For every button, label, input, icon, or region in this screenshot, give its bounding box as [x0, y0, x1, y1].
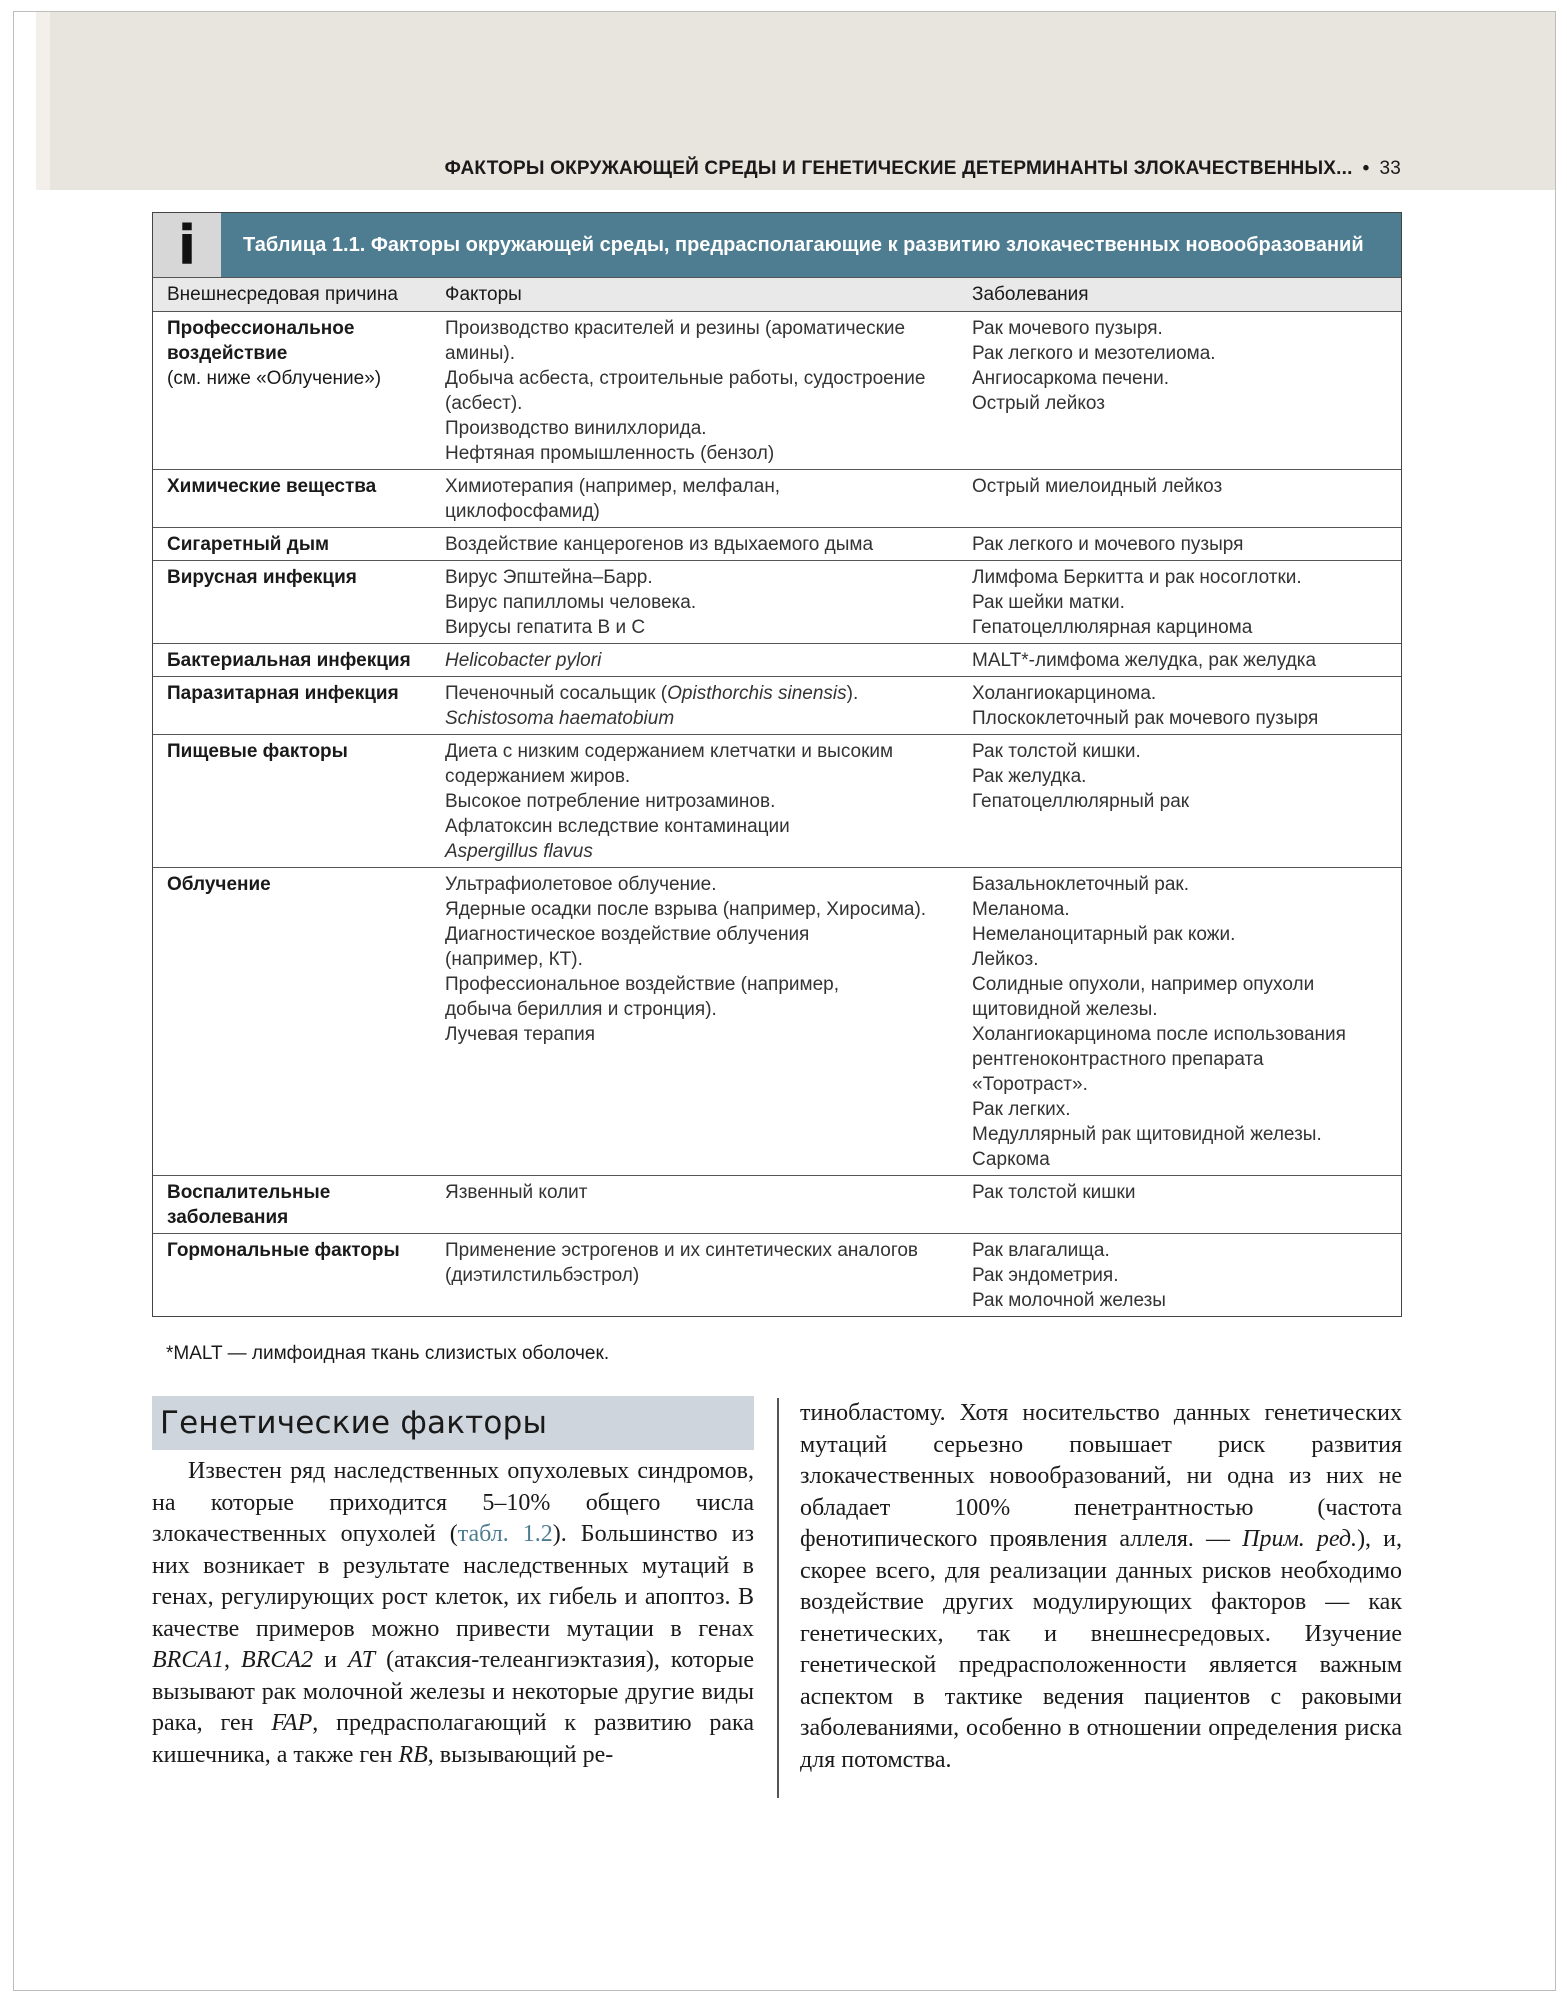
cause-cell: Паразитарная инфекция — [153, 677, 431, 735]
cause-note: (см. ниже «Облучение») — [167, 368, 382, 389]
section-heading: Генетические факторы — [152, 1396, 754, 1450]
table-footnote: *MALT — лимфоидная ткань слизистых оболочек. — [166, 1343, 610, 1364]
diseases-cell: Базальноклеточный рак. Меланома. Немеланоцитарный рак кожи. Лейкоз. Солидные опухоли, например опухоли щитовидной железы. Холангиокарцинома после использования рентгеноконтрастного препарата «Торотраст». Рак легких. Медуллярный рак щитовидной железы. Саркома — [958, 868, 1401, 1176]
factors-table — [153, 277, 1401, 1316]
diseases-cell: Холангиокарцинома. Плоскоклеточный рак мочевого пузыря — [958, 677, 1401, 735]
diseases-cell: Рак влагалища. Рак эндометрия. Рак молочной железы — [958, 1234, 1401, 1317]
factors-cell: Применение эстрогенов и их синтетических аналогов (диэтилстильбэстрол) — [431, 1234, 958, 1317]
diseases-cell: MALT*-лимфома желудка, рак желудка — [958, 644, 1401, 677]
running-head-title: ФАКТОРЫ ОКРУЖАЮЩЕЙ СРЕДЫ И ГЕНЕТИЧЕСКИЕ ДЕТЕРМИНАНТЫ ЗЛОКАЧЕСТВЕННЫХ... — [444, 158, 1353, 179]
factors-cell: Воздействие канцерогенов из вдыхаемого дыма — [431, 528, 958, 561]
running-head-separator: • — [1362, 158, 1370, 179]
factors-cell: Химиотерапия (например, мелфалан, циклофосфамид) — [431, 470, 958, 528]
factors-cell: Язвенный колит — [431, 1176, 958, 1234]
column-divider — [777, 1398, 779, 1798]
table-row — [153, 735, 1401, 868]
cause-cell: Сигаретный дым — [153, 528, 431, 561]
table-row — [153, 1234, 1401, 1317]
factors-cell: Helicobacter pylori — [431, 644, 958, 677]
editor-note: Прим. ред. — [1242, 1526, 1358, 1552]
header-diseases: Заболевания — [958, 278, 1401, 312]
cause-cell: Химические вещества — [153, 470, 431, 528]
gene-name: AT — [347, 1647, 376, 1673]
gene-name: BRCA1 — [152, 1647, 224, 1673]
right-column — [800, 1398, 1402, 1776]
table-caption: Таблица 1.1. Факторы окружающей среды, предрасполагающие к развитию злокачественных новообразований — [243, 233, 1364, 256]
cause-cell: Воспалительные заболевания — [153, 1176, 431, 1234]
cause-cell: Вирусная инфекция — [153, 561, 431, 644]
gene-name: RB — [398, 1741, 428, 1768]
table-row — [153, 868, 1401, 1176]
cause-cell: Облучение — [153, 868, 431, 1176]
diseases-cell: Острый миелоидный лейкоз — [958, 470, 1401, 528]
body-paragraph-right: тинобластому. Хотя носительство данных генетических мутаций серьезно повышает риск развития злокачественных новообразований, ни одна из них не обладает 100% пенетрантностью (частота фенотипического проявления аллеля. — Прим. ред.), и, скорее всего, для реализации данных рисков необходимо воздействие других модулирующих факторов — как генетических, так и внешнесредовых. Изучение генетической предрасположенности является важным аспектом в тактике ведения пациентов с раковыми заболеваниями, особенно в отношении определения риска для потомства. — [800, 1400, 1402, 1773]
diseases-cell: Рак мочевого пузыря. Рак легкого и мезотелиома. Ангиосаркома печени. Острый лейкоз — [972, 318, 1216, 414]
factors-cell: Ультрафиолетовое облучение. Ядерные осадки после взрыва (например, Хиросима). Диагностическое воздействие облучения (например, КТ). Профессиональное воздействие (например, добыча бериллия и стронция). Лучевая терапия — [431, 868, 958, 1176]
left-column — [152, 1396, 754, 1771]
header-strip — [36, 12, 50, 190]
table-row — [153, 470, 1401, 528]
cause-cell: Бактериальная инфекция — [153, 644, 431, 677]
gene-name: BRCA2 — [241, 1647, 314, 1673]
table-row — [153, 677, 1401, 735]
diseases-cell: Рак легкого и мочевого пузыря — [958, 528, 1401, 561]
factors-cell: Производство красителей и резины (ароматические амины). Добыча асбеста, строительные работы, судостроение (асбест). Производство винилхлорида. Нефтяная промышленность (бензол) — [445, 318, 926, 464]
body-paragraph-left: Известен ряд наследственных опухолевых синдромов, на которые приходится 5–10% общего числа злокачественных опухолей (табл. 1.2). Большинство из них возникает в результате наследственных мутаций в генах, регулирующих рост клеток, их гибель и апоптоз. В качестве примеров можно привести мутации в генах BRCA1, BRCA2 и AT (атаксия-телеангиэктазия), которые вызывают рак молочной железы и некоторые другие виды рака, ген FAP, предрасполагающий к развитию рака кишечника, а также ген RB, вызывающий ре- — [152, 1458, 755, 1768]
factors-cell: Диета с низким содержанием клетчатки и высоким содержанием жиров. Высокое потребление нитрозаминов. Афлатоксин вследствие контаминации Aspergillus flavus — [431, 735, 958, 868]
header-factors: Факторы — [431, 278, 958, 312]
table-caption-bar — [153, 213, 1401, 277]
table-header-row — [153, 278, 1401, 312]
diseases-cell: Рак толстой кишки. Рак желудка. Гепатоцеллюлярный рак — [958, 735, 1401, 868]
running-head — [445, 158, 1401, 180]
gene-name: FAP — [271, 1710, 313, 1736]
cause-cell: Гормональные факторы — [153, 1234, 431, 1317]
diseases-cell: Рак толстой кишки — [958, 1176, 1401, 1234]
page-number: 33 — [1379, 158, 1401, 179]
table-row — [153, 644, 1401, 677]
table-1-1 — [152, 212, 1402, 1317]
header-cause: Внешнесредовая причина — [153, 278, 431, 312]
cause-cell: Профессиональное воздействие (см. ниже «Облучение») — [153, 312, 431, 470]
table-reference-link[interactable]: табл. 1.2 — [457, 1521, 553, 1547]
factors-cell: Вирус Эпштейна–Барр. Вирус папилломы человека. Вирусы гепатита B и C — [431, 561, 958, 644]
table-row — [153, 561, 1401, 644]
factors-cell: Печеночный сосальщик (Opisthorchis sinensis). Schistosoma haematobium — [431, 677, 958, 735]
info-icon: i — [153, 213, 221, 277]
table-row — [153, 1176, 1401, 1234]
table-row — [153, 312, 1401, 470]
diseases-cell: Лимфома Беркитта и рак носоглотки. Рак шейки матки. Гепатоцеллюлярная карцинома — [958, 561, 1401, 644]
table-row — [153, 528, 1401, 561]
cause-cell: Пищевые факторы — [153, 735, 431, 868]
